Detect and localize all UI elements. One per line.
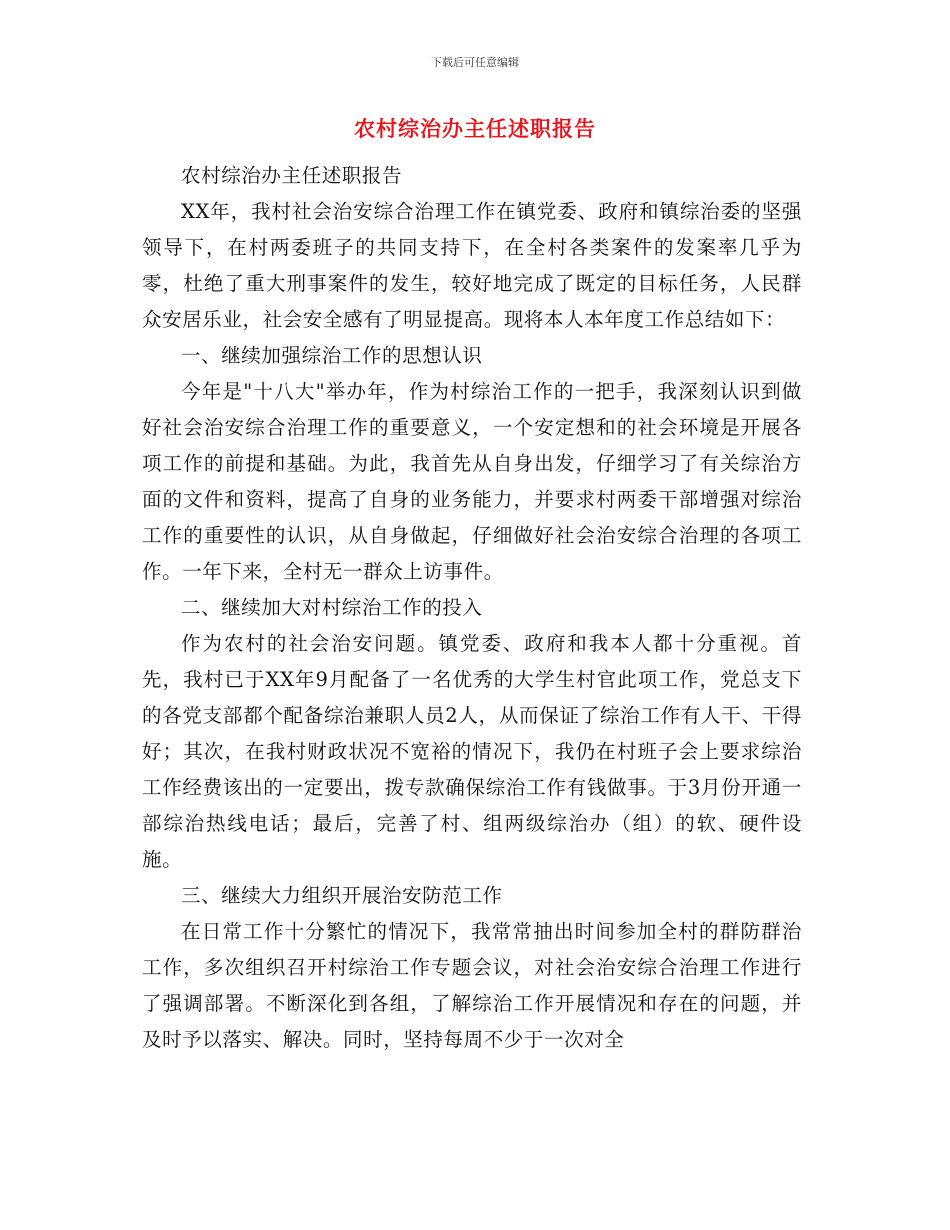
section-heading-1: 一、继续加强综治工作的思想认识 xyxy=(181,344,483,367)
document-title: 农村综治办主任述职报告 xyxy=(354,117,596,141)
section-heading-2: 二、继续加大对村综治工作的投入 xyxy=(181,596,483,619)
document-body xyxy=(142,158,802,1058)
paragraph-subtitle: 农村综治办主任述职报告 xyxy=(181,164,403,187)
paragraph-intro: XX年，我村社会治安综合治理工作在镇党委、政府和镇综治委的坚强领导下，在村两委班子的共同支持下，在全村各类案件的发案率几乎为零，杜绝了重大刑事案件的发生，较好地完成了既定的目标任务，人民群众安居乐业，社会安全感有了明显提高。现将本人本年度工作总结如下： xyxy=(142,200,802,331)
paragraph-section-3: 在日常工作十分繁忙的情况下，我常常抽出时间参加全村的群防群治工作，多次组织召开村综治工作专题会议，对社会治安综合治理工作进行了强调部署。不断深化到各组，了解综治工作开展情况和存在的问题，并及时予以落实、解决。同时，坚持每周不少于一次对全 xyxy=(142,920,802,1051)
paragraph-section-1: 今年是"十八大"举办年，作为村综治工作的一把手，我深刻认识到做好社会治安综合治理工作的重要意义，一个安定想和的社会环境是开展各项工作的前提和基础。为此，我首先从自身出发，仔细学习了有关综治方面的文件和资料，提高了自身的业务能力，并要求村两委干部增强对综治工作的重要性的认识，从自身做起，仔细做好社会治安综合治理的各项工作。一年下来，全村无一群众上访事件。 xyxy=(142,380,802,583)
page-header-note: 下载后可任意编辑 xyxy=(431,56,519,69)
section-heading-3: 三、继续大力组织开展治安防范工作 xyxy=(181,884,503,907)
paragraph-section-2: 作为农村的社会治安问题。镇党委、政府和我本人都十分重视。首先，我村已于XX年9月配备了一名优秀的大学生村官此项工作，党总支下的各党支部都个配备综治兼职人员2人，从而保证了综治工作有人干、干得好；其次，在我村财政状况不宽裕的情况下，我仍在村班子会上要求综治工作经费该出的一定要出，拨专款确保综治工作有钱做事。于3月份开通一部综治热线电话；最后，完善了村、组两级综治办（组）的软、硬件设施。 xyxy=(142,632,802,871)
